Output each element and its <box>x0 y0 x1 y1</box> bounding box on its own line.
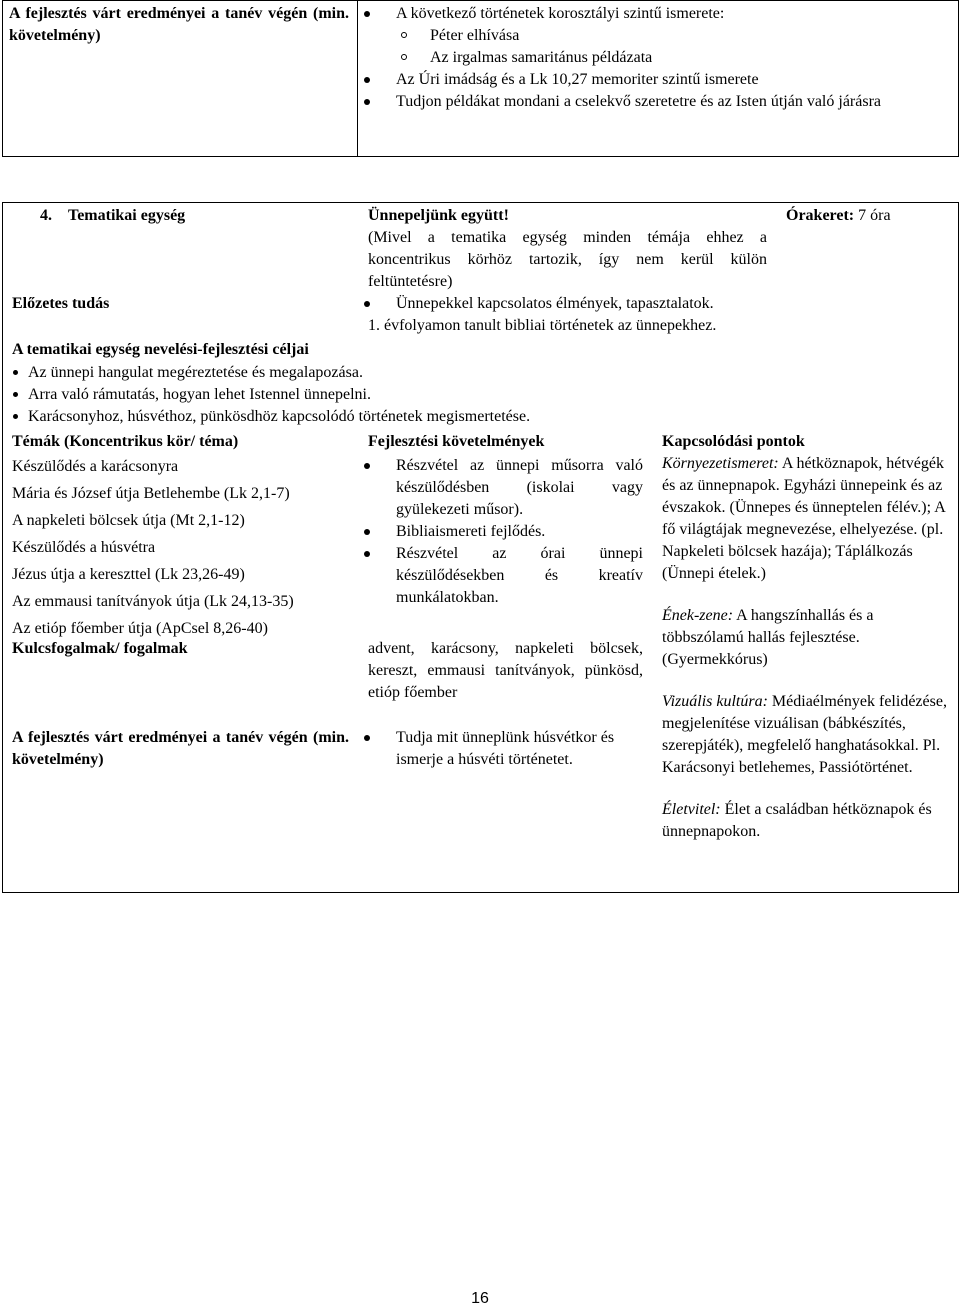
unit-note: (Mivel a tematika egység minden témája ehhez a koncentrikus körhöz tartozik, így nem kerül külön feltüntetésre) <box>368 229 767 290</box>
prior-item: Ünnepekkel kapcsolatos élmények, tapasztalatok. <box>396 293 818 315</box>
top-requirements <box>396 3 951 113</box>
col-header-connections: Kapcsolódási pontok <box>662 433 805 450</box>
topic-item: Készülődés a húsvétra <box>12 539 156 556</box>
goal-item: Arra való rámutatás, hogyan lehet Istennel ünnepelni. <box>28 384 928 406</box>
key-label: Kulcsfogalmak/ fogalmak <box>12 640 188 657</box>
topic-item: Készülődés a karácsonyra <box>12 458 179 475</box>
prior-item: 1. évfolyamon tanult bibliai történetek az ünnepekhez. <box>368 317 717 334</box>
requirement-item: Részvétel az órai ünnepi készülődésekben és kreatív munkálatokban. <box>396 543 643 609</box>
topics-list <box>12 453 352 642</box>
goals-list <box>28 362 928 428</box>
col-header-requirements: Fejlesztési követelmények <box>368 433 545 450</box>
requirements-list <box>396 455 643 609</box>
topic-item: Jézus útja a kereszttel (Lk 23,26-49) <box>12 566 245 583</box>
requirement-item: Bibliaismereti fejlődés. <box>396 521 643 543</box>
goals-title: A tematikai egység nevelési-fejlesztési céljai <box>12 341 309 358</box>
connection-label: Életvitel: <box>662 801 721 818</box>
top-left-label: A fejlesztés várt eredményei a tanév végén (min. követelmény) <box>9 5 349 44</box>
prior-label: Előzetes tudás <box>12 295 110 312</box>
top-sub-item: Az irgalmas samaritánus példázata <box>430 47 951 69</box>
connection-item <box>662 799 947 843</box>
unit-header <box>40 205 185 227</box>
topic-item: Mária és József útja Betlehembe (Lk 2,1-7) <box>12 485 290 502</box>
result-label: A fejlesztés várt eredményei a tanév végén (min. követelmény) <box>12 729 349 768</box>
connection-label: Környezetismeret: <box>662 455 779 472</box>
unit-hours <box>786 205 891 227</box>
unit-title: Ünnepeljünk együtt! <box>368 207 509 224</box>
top-item: Tudjon példákat mondani a cselekvő szeretetre és az Isten útján való járásra <box>396 91 951 113</box>
connection-text: Élet a családban hétköznapok és ünnepnapokon. <box>662 801 932 840</box>
top-sub-item: Péter elhívása <box>430 25 951 47</box>
hours-label: Órakeret: <box>786 207 855 224</box>
result-item: Tudja mit ünneplünk húsvétkor és ismerje a húsvéti történetet. <box>396 727 643 771</box>
unit-label: Tematikai egység <box>68 207 186 224</box>
connection-item <box>662 453 947 585</box>
connection-item <box>662 691 947 779</box>
unit-number: 4. <box>40 207 52 224</box>
page-number: 16 <box>471 1290 489 1307</box>
top-item: Az Úri imádság és a Lk 10,27 memoriter szintű ismerete <box>396 69 951 91</box>
result-list <box>396 727 643 771</box>
connection-label: Vizuális kultúra: <box>662 693 768 710</box>
connection-text: A hétköznapok, hétvégék és az ünnepnapok. Egyházi ünnepeink és az évszakok. (Ünnepes és ünneptelen félév.); A fő világtájak megnevezése, elhelyezése. (pl. Napkeleti bölcsek hazája); Táplálkozás (Ünnepi ételek.) <box>662 455 945 582</box>
topic-item: Az emmausi tanítványok útja (Lk 24,13-35) <box>12 593 294 610</box>
top-table-divider <box>357 0 358 157</box>
prior-list <box>368 293 818 337</box>
hours-value: 7 óra <box>858 207 891 224</box>
col-header-topics: Témák (Koncentrikus kör/ téma) <box>12 433 239 450</box>
requirement-item: Részvétel az ünnepi műsorra való készülődésben (iskolai vagy gyülekezeti műsor). <box>396 455 643 521</box>
connection-text: A hangszínhallás és a többszólamú hallás fejlesztése. (Gyermekkórus) <box>662 607 874 668</box>
key-text: advent, karácsony, napkeleti bölcsek, kereszt, emmausi tanítványok, pünkösd, etióp főember <box>368 640 643 701</box>
unit-title-block <box>368 205 767 293</box>
connection-text: Médiaélmények felidézése, megjelenítése vizuálisan (bábkészítés, szerepjáték), megfelelő hanghatásokkal. Pl. Karácsonyi betlehemes, Passiótörténet. <box>662 693 947 776</box>
goal-item: Az ünnepi hangulat megéreztetése és megalapozása. <box>28 362 928 384</box>
topic-item: A napkeleti bölcsek útja (Mt 2,1-12) <box>12 512 245 529</box>
connection-item <box>662 605 947 671</box>
topic-item: Az etióp főember útja (ApCsel 8,26-40) <box>12 620 268 637</box>
connections-list <box>662 453 947 843</box>
top-intro: A következő történetek korosztályi szintű ismerete: <box>396 3 951 25</box>
connection-label: Ének-zene: <box>662 607 734 624</box>
goal-item: Karácsonyhoz, húsvéthoz, pünkösdhöz kapcsolódó történetek megismertetése. <box>28 406 928 428</box>
